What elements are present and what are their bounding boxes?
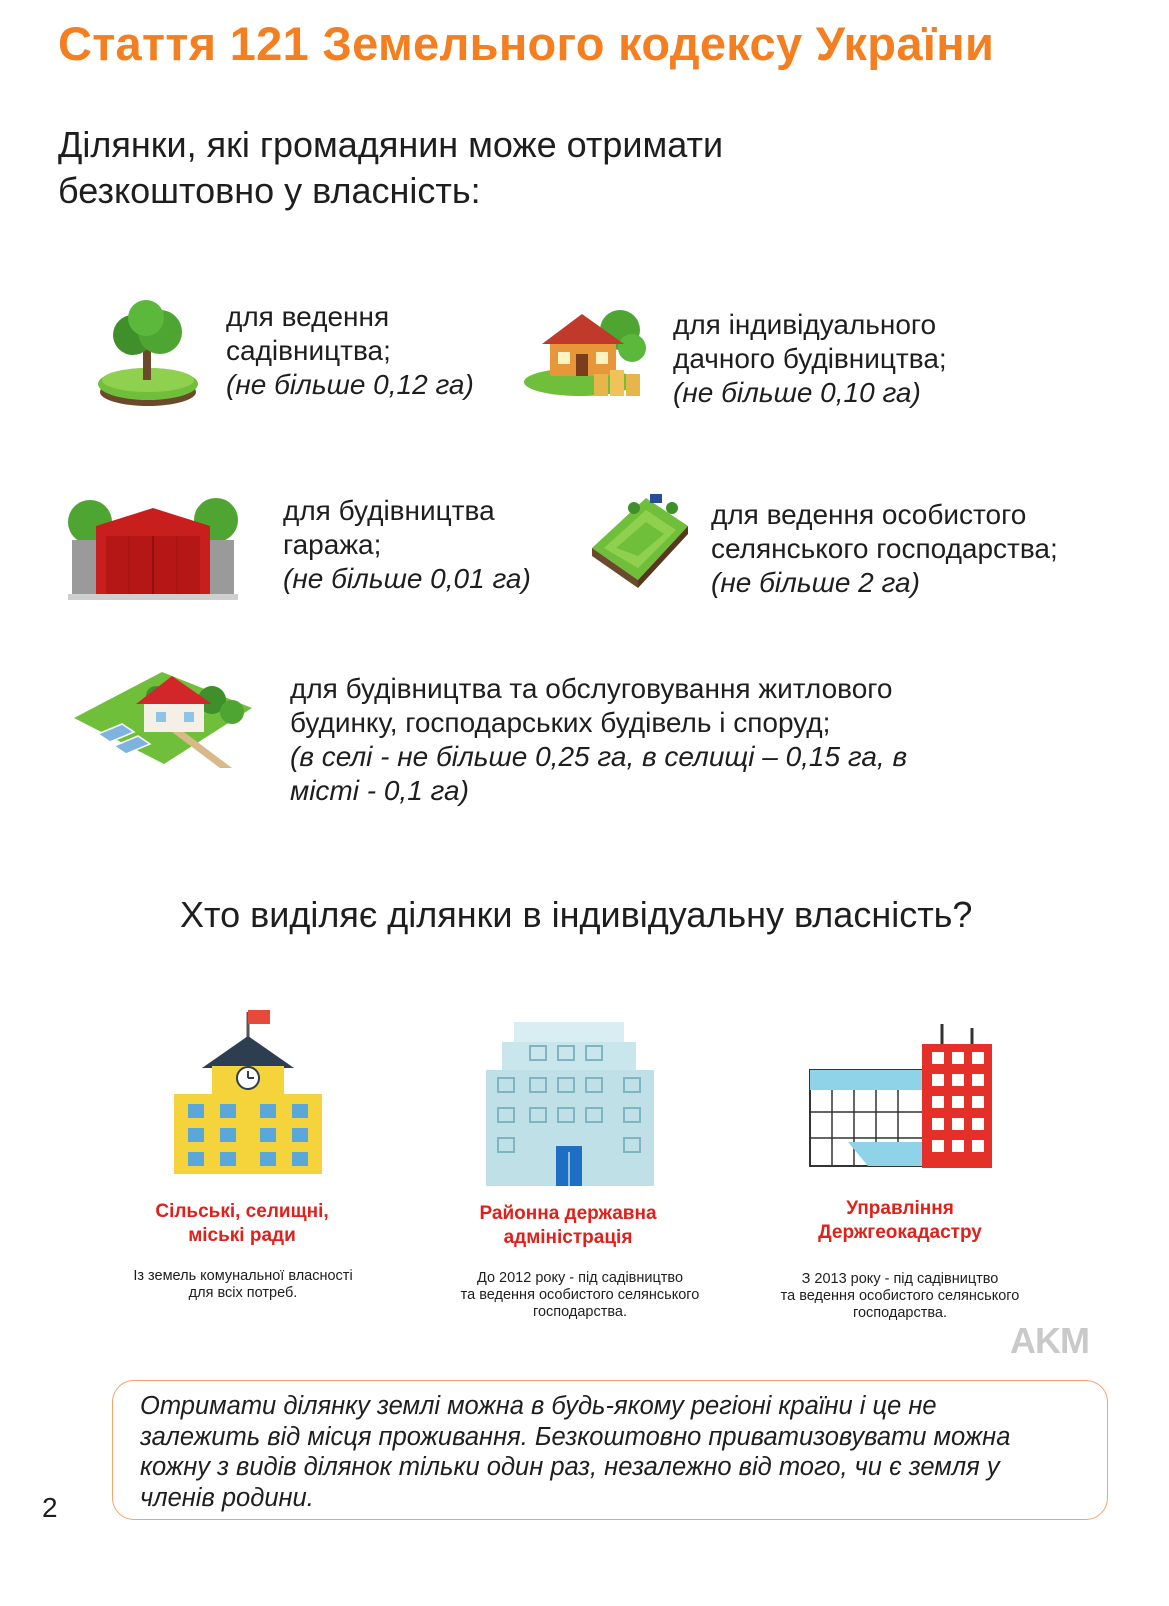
authority-desc-line: для всіх потреб. <box>188 1285 298 1301</box>
plot-line: для індивідуального <box>673 309 937 340</box>
country-house-icon <box>520 300 650 405</box>
plot-residential <box>290 672 907 808</box>
farm-plot-icon <box>588 490 692 590</box>
notice-line: кожну з видів ділянок тільки один раз, незалежно від того, чи є земля у <box>140 1453 1000 1481</box>
authority-title-line: Сільські, селищні, <box>155 1201 329 1222</box>
plot-area-limit: (не більше 0,12 га) <box>226 369 474 400</box>
plot-line: садівництва; <box>226 335 391 366</box>
notice-line: членів родини. <box>140 1483 314 1512</box>
page-title: Стаття 121 Земельного кодексу України <box>58 17 995 70</box>
authority-desc-line: та ведення особистого селянського <box>460 1287 700 1303</box>
page-subtitle <box>58 122 723 214</box>
authority-cadastre-description <box>750 1271 1050 1322</box>
notice-line: Отримати ділянку землі можна в будь-якому регіоні країни і це не <box>140 1392 937 1420</box>
plot-farm <box>711 498 1058 600</box>
authority-title-line: Районна державна <box>479 1203 657 1224</box>
plot-line: для ведення особистого <box>711 499 1027 530</box>
tree-island-icon <box>88 300 208 410</box>
authority-desc-line: З 2013 року - під садівництво <box>801 1271 999 1287</box>
plot-line: будинку, господарських будівель і споруд; <box>290 707 831 738</box>
authority-desc-line: До 2012 року - під садівництво <box>476 1270 684 1286</box>
authority-title-line: Управління <box>846 1198 954 1219</box>
authority-title-line: адміністрація <box>503 1227 633 1248</box>
authority-title-line: Держгеокадастру <box>818 1222 982 1243</box>
authority-desc-line: господарства. <box>533 1304 627 1320</box>
plot-area-limit: (не більше 0,10 га) <box>673 377 921 408</box>
authority-desc-line: Із земель комунальної власності <box>133 1268 353 1284</box>
plot-line: для будівництва <box>283 495 495 526</box>
plot-area-limit: (не більше 0,01 га) <box>283 563 531 594</box>
council-building-icon <box>170 1006 326 1176</box>
plot-line: для будівництва та обслуговування житлового <box>290 673 893 704</box>
plot-line: дачного будівництва; <box>673 343 947 374</box>
plot-garden <box>226 300 474 402</box>
subtitle-line: безкоштовно у власність: <box>58 170 481 211</box>
administration-building-icon <box>484 1016 656 1186</box>
authority-desc-line: господарства. <box>853 1305 947 1321</box>
cadastre-building-icon <box>808 1020 994 1170</box>
plot-area-limit: (не більше 2 га) <box>711 567 920 598</box>
authority-council-title <box>102 1200 382 1248</box>
subtitle-line: Ділянки, які громадянин може отримати <box>58 124 724 165</box>
plot-line: гаража; <box>283 529 382 560</box>
info-notice <box>112 1380 1108 1520</box>
authority-title-line: міські ради <box>188 1225 296 1246</box>
page-number: 2 <box>42 1492 58 1523</box>
residential-house-icon <box>72 668 254 778</box>
garage-icon <box>68 484 238 602</box>
authority-administration-description <box>430 1270 730 1321</box>
authority-desc-line: та ведення особистого селянського <box>780 1288 1020 1304</box>
plot-area-limit: (в селі - не більше 0,25 га, в селищі – 0,15 га, в <box>290 741 908 772</box>
notice-line: залежить від місця проживання. Безкоштовно приватизовувати можна <box>140 1422 1011 1451</box>
akm-logo: AKM <box>1010 1320 1089 1361</box>
plot-area-limit: місті - 0,1 га) <box>290 775 469 806</box>
section-question: Хто виділяє ділянки в індивідуальну власність? <box>180 894 973 935</box>
plot-line: селянського господарства; <box>711 533 1058 564</box>
authority-administration-title <box>428 1202 708 1250</box>
authority-cadastre-title <box>760 1197 1040 1245</box>
plot-garage <box>283 494 531 596</box>
plot-line: для ведення <box>226 301 390 332</box>
plot-dacha <box>673 308 947 410</box>
authority-council-description <box>93 1268 393 1302</box>
